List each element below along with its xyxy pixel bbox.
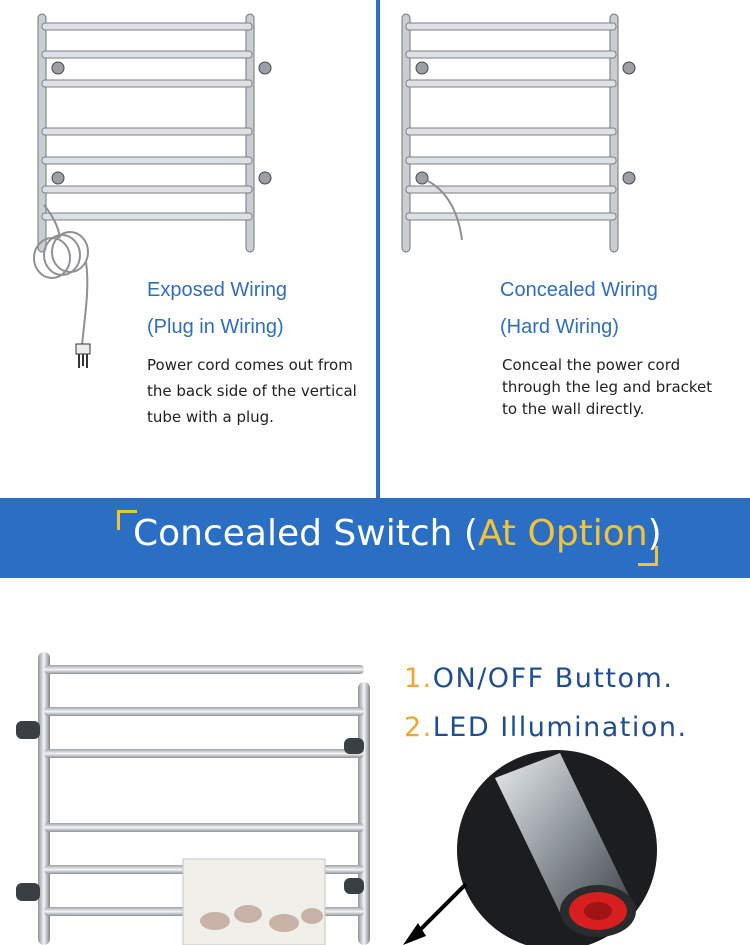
exposed-wiring-panel (0, 0, 376, 498)
feature-led-illumination (404, 712, 688, 743)
banner-title-main: Concealed Switch ( (133, 513, 478, 554)
exposed-wiring-desc-line: Power cord comes out from (147, 356, 353, 374)
exposed-wiring-subtitle: (Plug in Wiring) (147, 316, 284, 338)
feature-number: 2. (404, 712, 433, 743)
banner-title-end: ) (647, 513, 662, 554)
exposed-wiring-title: Exposed Wiring (147, 279, 288, 301)
concealed-towel-rack-image (380, 0, 750, 498)
exposed-wiring-desc-line: the back side of the vertical (147, 382, 357, 400)
bracket-corner-decoration (638, 546, 658, 566)
feature-on-off-button (404, 663, 673, 694)
concealed-wiring-desc-line: to the wall directly. (502, 400, 645, 418)
banner-title-accent: At Option (477, 513, 648, 554)
concealed-wiring-desc-line: Conceal the power cord (502, 356, 681, 374)
feature-label: ON/OFF Buttom. (432, 663, 674, 694)
switch-rack-image (0, 578, 750, 945)
concealed-wiring-title: Concealed Wiring (500, 279, 658, 301)
feature-number: 1. (404, 663, 433, 694)
concealed-wiring-panel (380, 0, 750, 498)
feature-label: LED Illumination. (432, 712, 688, 743)
banner-title (133, 512, 662, 556)
exposed-wiring-desc-line: tube with a plug. (147, 408, 274, 426)
concealed-switch-section (0, 578, 750, 945)
concealed-wiring-desc-line: through the leg and bracket (502, 378, 713, 396)
concealed-switch-banner (0, 498, 750, 578)
concealed-wiring-subtitle: (Hard Wiring) (500, 316, 619, 338)
